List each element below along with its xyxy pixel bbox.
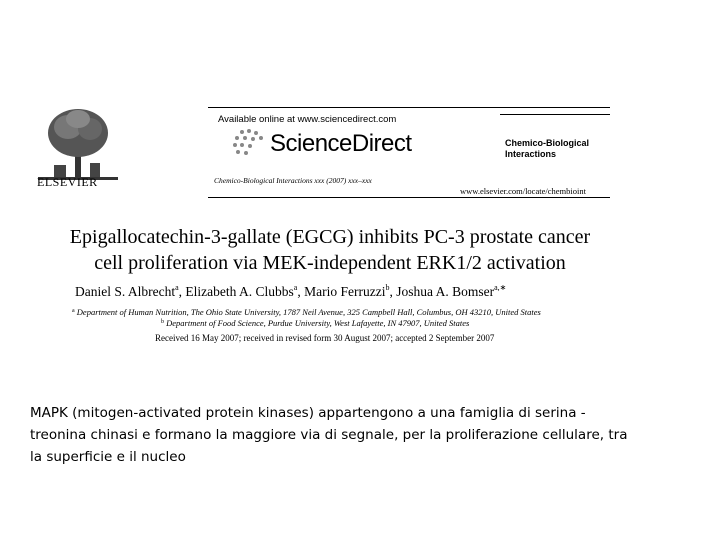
author-name: Elizabeth A. Clubbs: [185, 284, 294, 299]
author-name: Mario Ferruzzi: [304, 284, 386, 299]
affiliation-a: [72, 307, 541, 317]
affiliation-mark: a: [72, 308, 75, 314]
journal-name-line2: Interactions: [505, 149, 557, 159]
header-rule: [208, 107, 610, 108]
journal-name-line1: Chemico-Biological: [505, 138, 590, 148]
header-rule-right: [500, 114, 610, 115]
journal-url: www.elsevier.com/locate/chembioint: [460, 186, 586, 196]
author-list: Daniel S. Albrecht$^a$, Elizabeth A. Clubbs$^a$, Mario Ferruzzi$^b$, Joshua A. Bomser$^{a,∗}$: [75, 283, 507, 299]
received-dates: Received 16 May 2007; received in revised form 30 August 2007; accepted 2 September 2007: [155, 333, 495, 343]
affiliation-mark: b: [161, 319, 164, 325]
sciencedirect-wordmark: ScienceDirect: [270, 130, 412, 157]
author-name: Daniel S. Albrecht: [75, 284, 176, 299]
publisher-name: ELSEVIER: [37, 175, 98, 189]
author-name: Joshua A. Bomser: [396, 284, 495, 299]
author-affiliation-mark: b: [385, 283, 390, 292]
available-online-text: Available online at www.sciencedirect.com: [218, 114, 397, 125]
header-rule-bottom: [208, 197, 610, 198]
sciencedirect-dots-icon: [232, 128, 268, 158]
journal-logo-text: [505, 138, 589, 160]
title-line-2: cell proliferation via MEK-independent ERK1/2 activation: [94, 252, 566, 274]
author-affiliation-mark: a: [175, 283, 179, 292]
author-affiliation-mark: a: [293, 283, 298, 292]
affiliation-text: Department of Food Science, Purdue University, West Lafayette, IN 47907, United States: [166, 318, 470, 328]
journal-citation: Chemico-Biological Interactions xxx (2007) xxx–xxx: [214, 176, 372, 185]
affiliation-text: Department of Human Nutrition, The Ohio State University, 1787 Neil Avenue, 325 Campbell Hall, Columbus, OH 43210, United States: [76, 307, 541, 317]
paper-title: [0, 224, 660, 276]
slide-caption: MAPK (mitogen-activated protein kinases) appartengono a una famiglia di serina -treonina chinasi e formano la maggiore via di segnale, per la proliferazione cellulare, tra la superficie e il nucleo: [30, 405, 628, 465]
author-affiliation-mark: a,∗: [494, 283, 507, 292]
title-line-1: Epigallocatechin-3-gallate (EGCG) inhibits PC-3 prostate cancer: [69, 226, 591, 248]
affiliation-b: [161, 318, 469, 328]
